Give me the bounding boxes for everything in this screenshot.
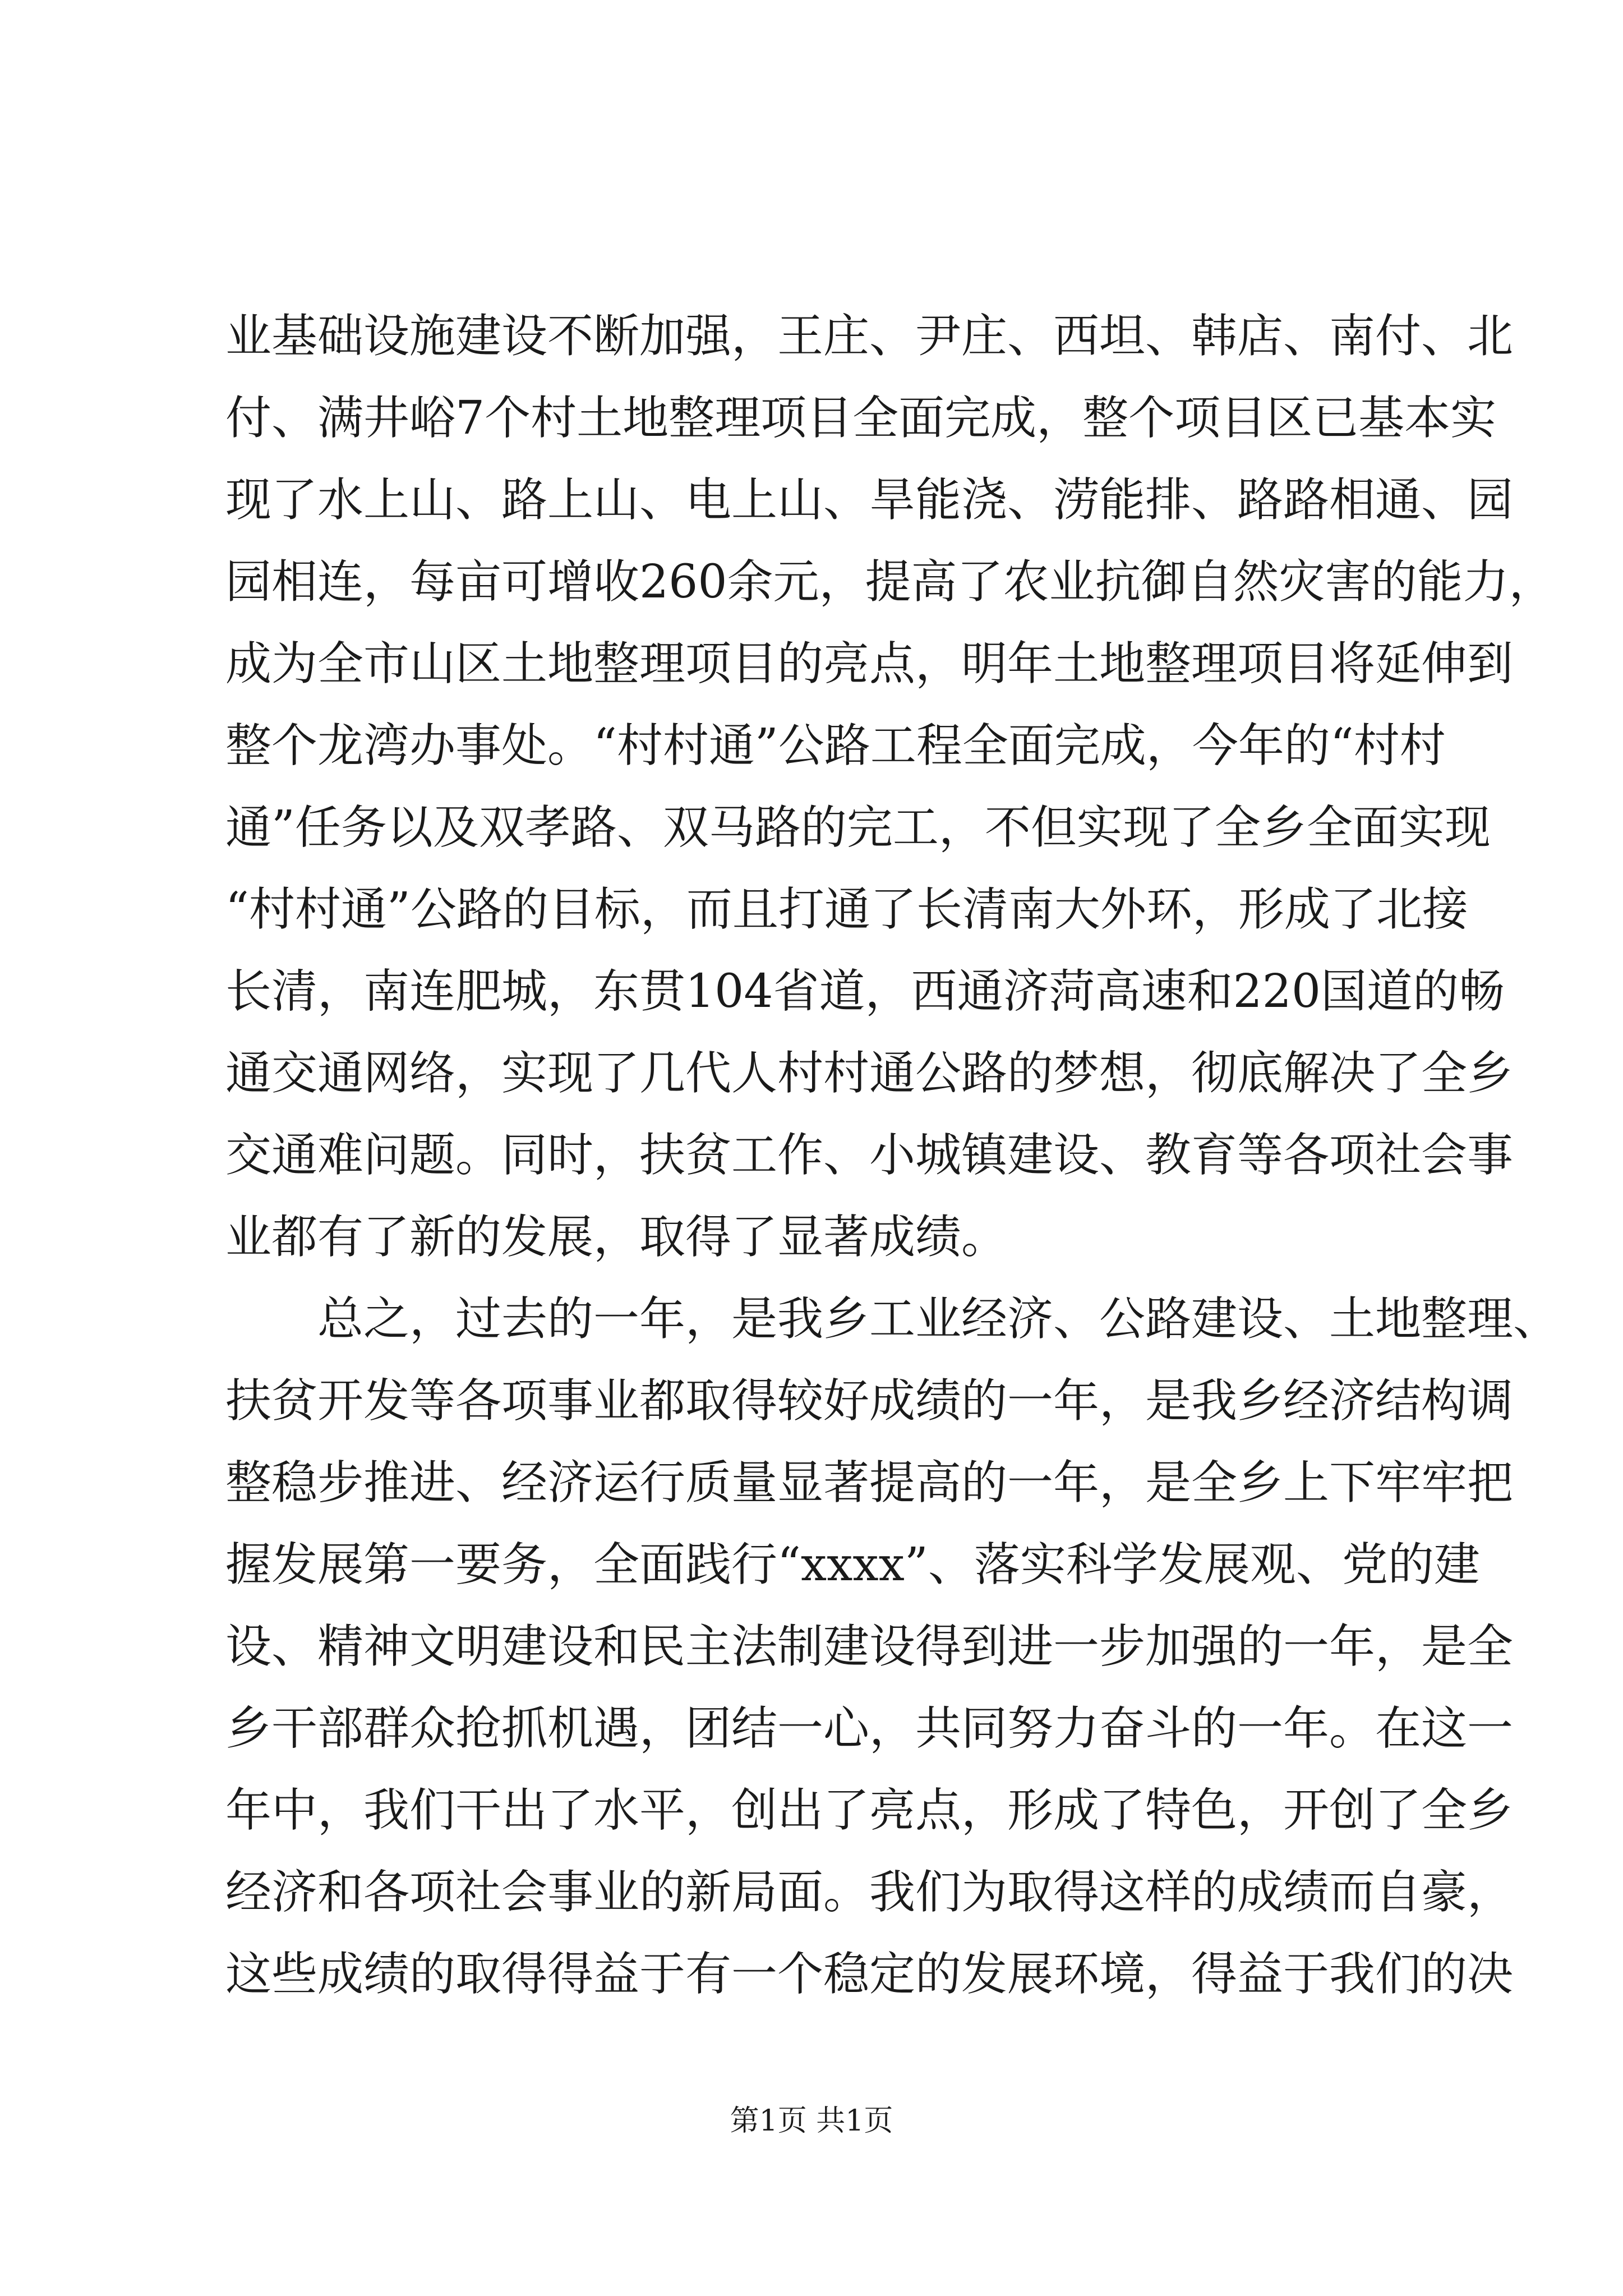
body-text [225, 296, 1560, 2016]
text-line: 现了水上山、路上山、电上山、旱能浇、涝能排、路路相通、园 [225, 473, 1514, 527]
text-line: 长清，南连肥城，东贯104省道，西通济菏高速和220国道的畅 [225, 965, 1505, 1018]
text-line: “村村通”公路的目标，而且打通了长清南大外环，形成了北接 [225, 883, 1468, 936]
text-line: 通”任务以及双孝路、双马路的完工，不但实现了全乡全面实现 [225, 801, 1491, 854]
text-line: 通交通网络，实现了几代人村村通公路的梦想，彻底解决了全乡 [225, 1047, 1514, 1100]
text-line: 总之，过去的一年，是我乡工业经济、公路建设、土地整理、 [225, 1292, 1560, 1346]
text-line: 成为全市山区土地整理项目的亮点，明年土地整理项目将延伸到 [225, 637, 1514, 691]
text-line: 扶贫开发等各项事业都取得较好成绩的一年，是我乡经济结构调 [225, 1374, 1514, 1428]
text-line: 整稳步推进、经济运行质量显著提高的一年，是全乡上下牢牢把 [225, 1456, 1514, 1510]
text-line: 整个龙湾办事处。“村村通”公路工程全面完成，今年的“村村 [225, 719, 1446, 772]
text-line: 设、精神文明建设和民主法制建设得到进一步加强的一年，是全 [225, 1620, 1514, 1673]
page-footer: 第1页 共1页 [730, 2104, 893, 2138]
text-line: 交通难问题。同时，扶贫工作、小城镇建设、教育等各项社会事 [225, 1129, 1514, 1182]
text-line: 这些成绩的取得得益于有一个稳定的发展环境，得益于我们的决 [225, 1948, 1514, 2001]
text-line: 付、满井峪7个村土地整理项目全面完成，整个项目区已基本实 [225, 392, 1497, 445]
text-line: 乡干部群众抢抓机遇，团结一心，共同努力奋斗的一年。在这一 [225, 1702, 1514, 1755]
text-line: 握发展第一要务，全面践行“xxxx”、落实科学发展观、党的建 [225, 1538, 1480, 1591]
text-line: 业都有了新的发展，取得了显著成绩。 [225, 1211, 1008, 1264]
text-line: 年中，我们干出了水平，创出了亮点，形成了特色，开创了全乡 [225, 1784, 1514, 1837]
text-line: 园相连，每亩可增收260余元，提高了农业抗御自然灾害的能力， [225, 555, 1555, 609]
text-line: 业基础设施建设不断加强，王庄、尹庄、西坦、韩店、南付、北 [225, 310, 1514, 363]
text-line: 经济和各项社会事业的新局面。我们为取得这样的成绩而自豪， [225, 1866, 1514, 1919]
